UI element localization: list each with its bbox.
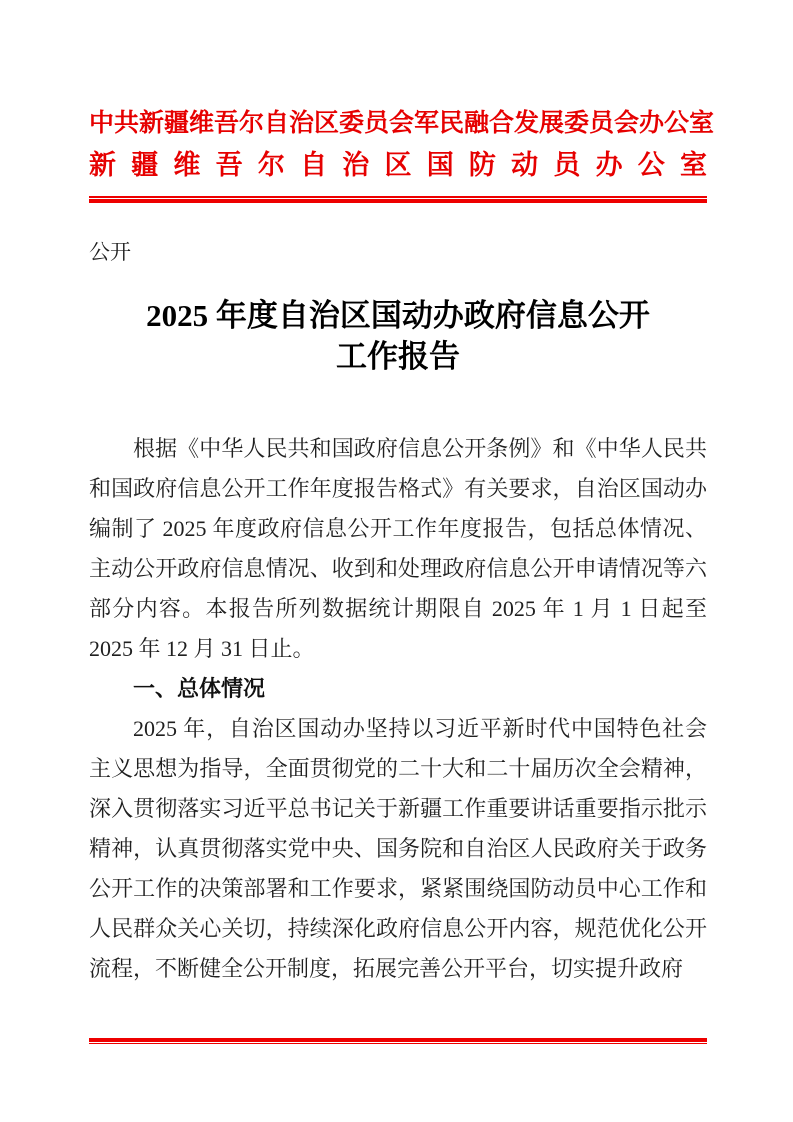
org-name-line1: 中共新疆维吾尔自治区委员会军民融合发展委员会办公室 — [89, 110, 715, 137]
letterhead — [89, 0, 715, 187]
document-title-line2: 工作报告 — [336, 339, 460, 374]
footer-thin-line — [89, 1043, 707, 1044]
document-title — [89, 295, 707, 377]
paragraph-overall-situation: 2025 年，自治区国动办坚持以习近平新时代中国特色社会主义思想为指导，全面贯彻党的二十大和二十届历次全会精神，深入贯彻落实习近平总书记关于新疆工作重要讲话重要指示批示精神，认真贯彻落实党中央、国务院和自治区人民政府关于政务公开工作的决策部署和工作要求，紧紧围绕国防动员中心工作和人民群众关心关切，持续深化政府信息公开内容，规范优化公开流程，不断健全公开制度，拓展完善公开平台，切实提升政府 — [89, 716, 707, 981]
letterhead-divider-rule — [89, 196, 707, 203]
document-title-line1: 2025 年度自治区国动办政府信息公开 — [146, 298, 650, 333]
paragraph-intro: 根据《中华人民共和国政府信息公开条例》和《中华人民共和国政府信息公开工作年度报告格式》有关要求，自治区国动办编制了 2025 年度政府信息公开工作年度报告，包括总体情况、主动公开政府信息情况、收到和处理政府信息公开申请情况等六部分内容。本报告所列数据统计期限自 2025 年 1 月 1 日起至 2025 年 12 月 31 日止。 — [89, 436, 707, 661]
document-content — [89, 0, 715, 989]
org-name-line2: 新疆维吾尔自治区国防动员办公室 — [89, 150, 707, 180]
divider-thick-line — [89, 199, 707, 203]
classification-label: 公开 — [89, 241, 131, 264]
footer-divider-rule — [89, 1038, 707, 1044]
section-heading-overall-situation: 一、总体情况 — [133, 676, 266, 701]
